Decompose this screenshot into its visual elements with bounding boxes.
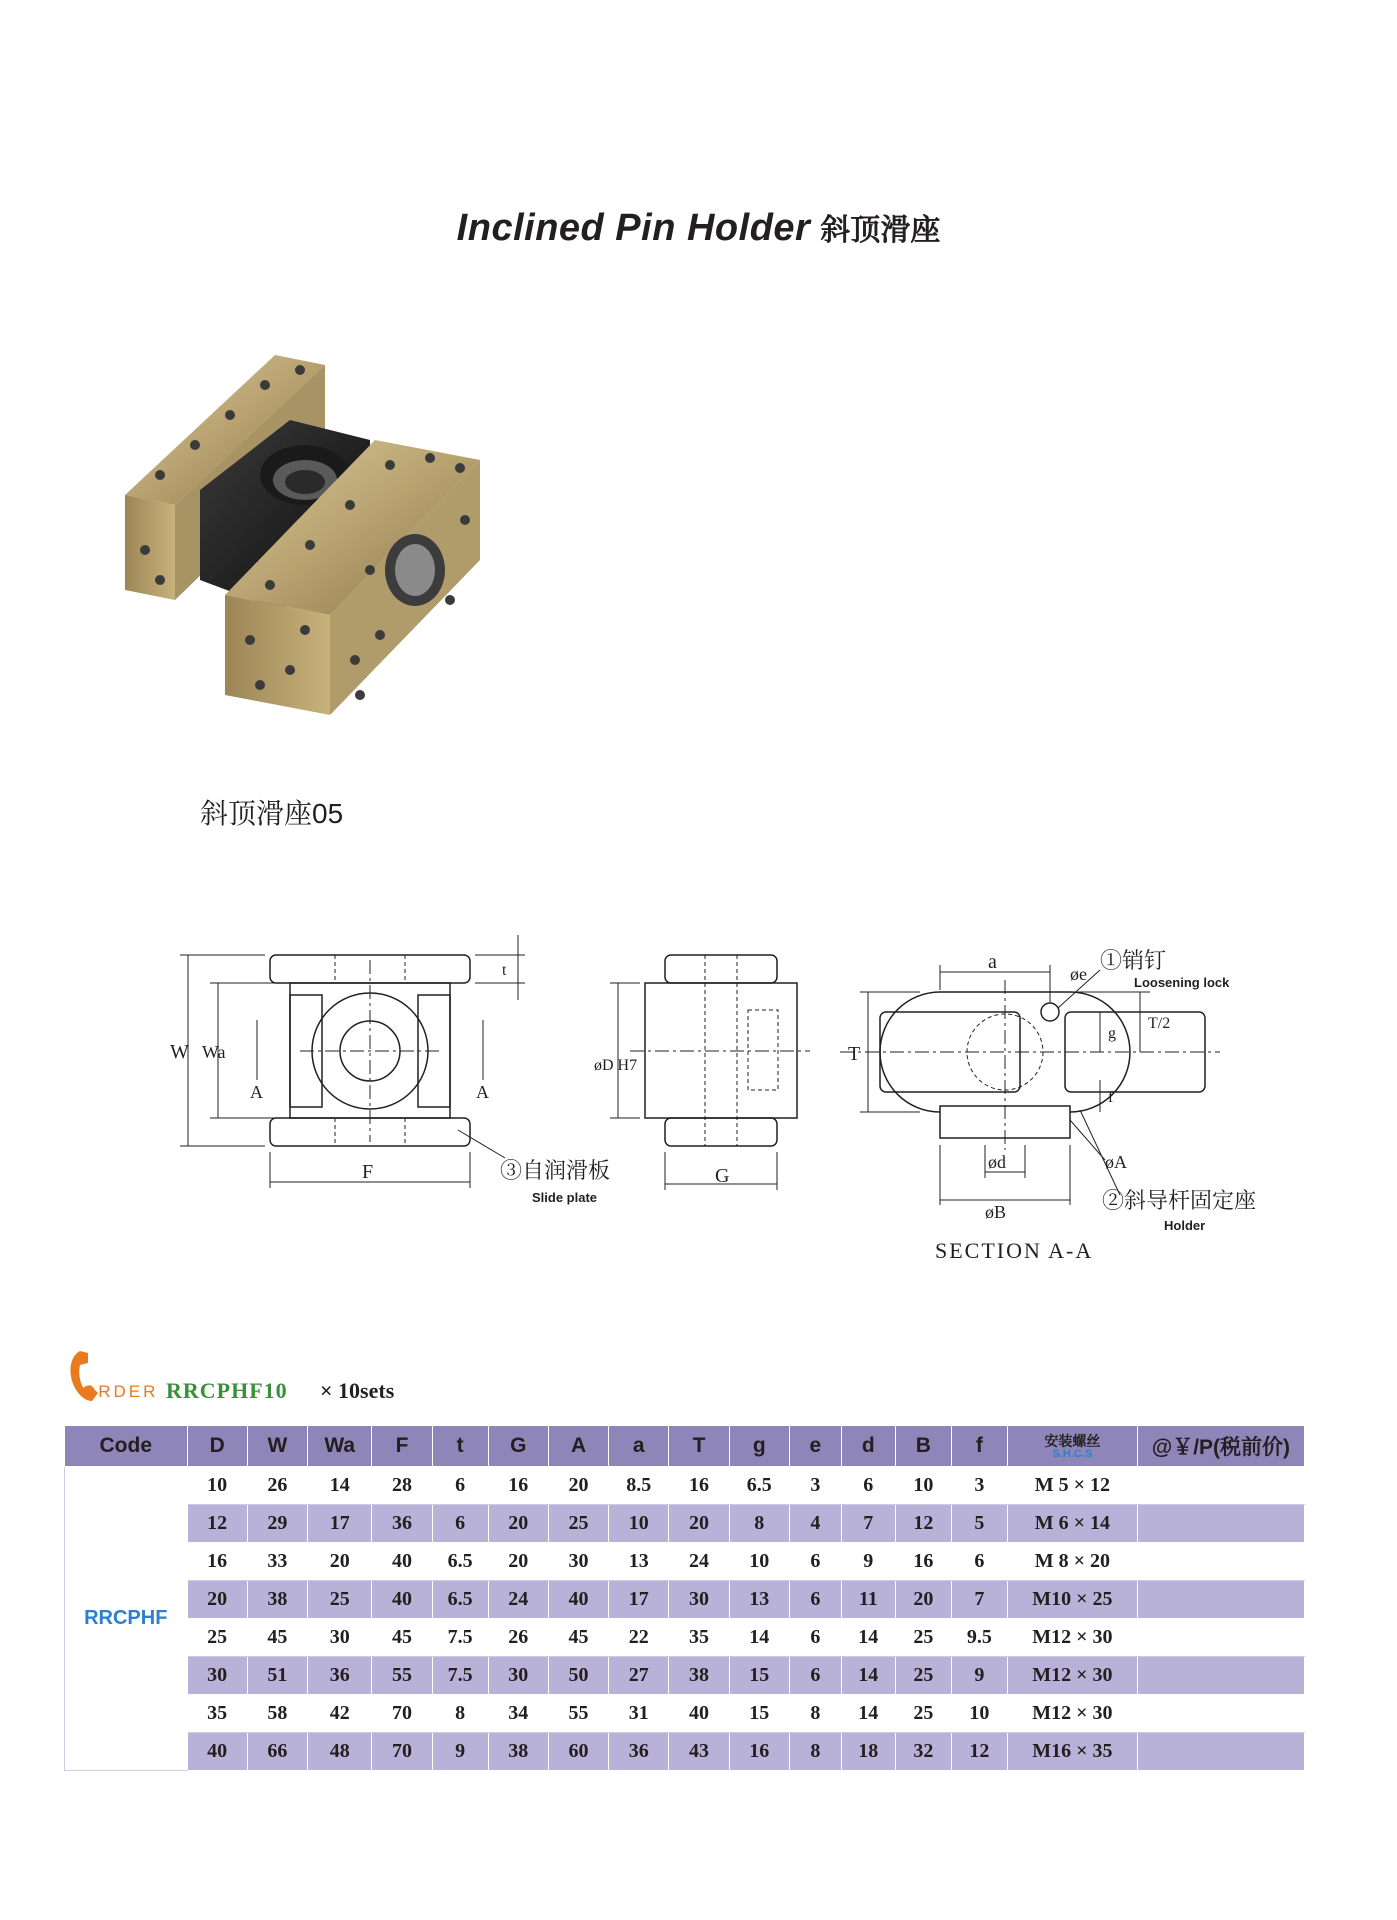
screw-cell: M16 × 35 [1007, 1733, 1137, 1771]
screw-cell: M12 × 30 [1007, 1657, 1137, 1695]
value-cell: 7 [841, 1505, 895, 1543]
value-cell: 31 [609, 1695, 669, 1733]
value-cell: 16 [669, 1467, 729, 1505]
column-header-b: B [895, 1426, 951, 1467]
value-cell: 9 [432, 1733, 488, 1771]
value-cell: 50 [548, 1657, 608, 1695]
value-cell: 36 [308, 1657, 372, 1695]
title-english: Inclined Pin Holder [456, 207, 811, 249]
value-cell: 51 [247, 1657, 307, 1695]
value-cell: 13 [609, 1543, 669, 1581]
value-cell: 6 [841, 1467, 895, 1505]
value-cell: 28 [372, 1467, 432, 1505]
table-row [65, 1695, 1305, 1733]
value-cell: 15 [729, 1695, 789, 1733]
value-cell: 20 [548, 1467, 608, 1505]
value-cell: 12 [895, 1505, 951, 1543]
value-cell: 36 [372, 1505, 432, 1543]
dim-f: f [1108, 1089, 1114, 1106]
value-cell: 10 [729, 1543, 789, 1581]
spec-table [64, 1425, 1305, 1771]
value-cell: 12 [951, 1733, 1007, 1771]
value-cell: 38 [488, 1733, 548, 1771]
value-cell: 10 [609, 1505, 669, 1543]
dim-Wa: Wa [202, 1042, 226, 1062]
price-cell [1137, 1467, 1304, 1505]
value-cell: 55 [548, 1695, 608, 1733]
value-cell: 8 [789, 1733, 841, 1771]
value-cell: 20 [187, 1581, 247, 1619]
value-cell: 20 [488, 1543, 548, 1581]
value-cell: 20 [488, 1505, 548, 1543]
callout-1-en: Loosening lock [1134, 975, 1230, 990]
column-header-e: e [789, 1426, 841, 1467]
table-row [65, 1619, 1305, 1657]
column-header-t: T [669, 1426, 729, 1467]
value-cell: 3 [789, 1467, 841, 1505]
dim-A-left: A [250, 1082, 263, 1102]
value-cell: 43 [669, 1733, 729, 1771]
value-cell: 9.5 [951, 1619, 1007, 1657]
value-cell: 15 [729, 1657, 789, 1695]
price-cell [1137, 1657, 1304, 1695]
value-cell: 24 [669, 1543, 729, 1581]
value-cell: 6.5 [729, 1467, 789, 1505]
value-cell: 14 [841, 1657, 895, 1695]
value-cell: 18 [841, 1733, 895, 1771]
screw-cell: M 6 × 14 [1007, 1505, 1137, 1543]
dim-B: øB [985, 1202, 1007, 1222]
code-cell: RRCPHF [65, 1467, 188, 1771]
value-cell: 6 [432, 1505, 488, 1543]
price-cell [1137, 1581, 1304, 1619]
value-cell: 26 [247, 1467, 307, 1505]
screw-cell: M10 × 25 [1007, 1581, 1137, 1619]
column-header-a: A [548, 1426, 608, 1467]
value-cell: 6 [951, 1543, 1007, 1581]
value-cell: 4 [789, 1505, 841, 1543]
dim-A-right: A [476, 1082, 489, 1102]
price-cell [1137, 1619, 1304, 1657]
value-cell: 10 [951, 1695, 1007, 1733]
value-cell: 6 [432, 1467, 488, 1505]
value-cell: 9 [951, 1657, 1007, 1695]
value-cell: 30 [187, 1657, 247, 1695]
screw-cell: M 8 × 20 [1007, 1543, 1137, 1581]
value-cell: 17 [609, 1581, 669, 1619]
value-cell: 30 [669, 1581, 729, 1619]
screw-cell: M 5 × 12 [1007, 1467, 1137, 1505]
column-header-a: a [609, 1426, 669, 1467]
value-cell: 25 [895, 1695, 951, 1733]
value-cell: 35 [669, 1619, 729, 1657]
screw-cell: M12 × 30 [1007, 1695, 1137, 1733]
value-cell: 30 [308, 1619, 372, 1657]
value-cell: 6 [789, 1543, 841, 1581]
column-header-code: Code [65, 1426, 188, 1467]
screw-header-en: S.H.C.S [1052, 1447, 1093, 1460]
column-header-f: F [372, 1426, 432, 1467]
callout-2-en: Holder [1164, 1218, 1206, 1233]
dim-a: a [988, 951, 997, 973]
value-cell: 8 [789, 1695, 841, 1733]
value-cell: 6 [789, 1657, 841, 1695]
value-cell: 16 [729, 1733, 789, 1771]
value-cell: 9 [841, 1543, 895, 1581]
dim-T: T [848, 1043, 861, 1065]
callout-3-en: Slide plate [532, 1190, 598, 1205]
value-cell: 55 [372, 1657, 432, 1695]
title-chinese: 斜顶滑座 [820, 214, 941, 247]
screw-cell: M12 × 30 [1007, 1619, 1137, 1657]
section-title: SECTION A-A [935, 1238, 1094, 1263]
dim-g: g [1108, 1025, 1116, 1042]
value-cell: 3 [951, 1467, 1007, 1505]
value-cell: 13 [729, 1581, 789, 1619]
value-cell: 6 [789, 1619, 841, 1657]
price-cell [1137, 1695, 1304, 1733]
value-cell: 20 [895, 1581, 951, 1619]
value-cell: 8.5 [609, 1467, 669, 1505]
column-header-g: g [729, 1426, 789, 1467]
value-cell: 17 [308, 1505, 372, 1543]
value-cell: 35 [187, 1695, 247, 1733]
value-cell: 25 [308, 1581, 372, 1619]
value-cell: 70 [372, 1695, 432, 1733]
value-cell: 20 [308, 1543, 372, 1581]
value-cell: 45 [548, 1619, 608, 1657]
value-cell: 12 [187, 1505, 247, 1543]
value-cell: 40 [669, 1695, 729, 1733]
value-cell: 45 [372, 1619, 432, 1657]
model-subtitle: 斜顶滑座05 [200, 798, 344, 829]
value-cell: 32 [895, 1733, 951, 1771]
dim-D: øD H7 [594, 1057, 638, 1074]
value-cell: 22 [609, 1619, 669, 1657]
order-quantity: × 10sets [320, 1378, 395, 1403]
column-header-price: @￥/P(税前价) [1137, 1426, 1304, 1467]
value-cell: 16 [488, 1467, 548, 1505]
value-cell: 25 [187, 1619, 247, 1657]
technical-drawing [140, 920, 1300, 1280]
value-cell: 6.5 [432, 1543, 488, 1581]
column-header-d: D [187, 1426, 247, 1467]
price-cell [1137, 1733, 1304, 1771]
table-row [65, 1657, 1305, 1695]
value-cell: 34 [488, 1695, 548, 1733]
value-cell: 42 [308, 1695, 372, 1733]
price-cell [1137, 1543, 1304, 1581]
callout-1-cn: ①销钉 [1100, 948, 1167, 973]
column-header-w: W [247, 1426, 307, 1467]
value-cell: 27 [609, 1657, 669, 1695]
column-header-g: G [488, 1426, 548, 1467]
value-cell: 70 [372, 1733, 432, 1771]
value-cell: 66 [247, 1733, 307, 1771]
value-cell: 7.5 [432, 1657, 488, 1695]
column-header-f: f [951, 1426, 1007, 1467]
column-header-d: d [841, 1426, 895, 1467]
dim-d: ød [988, 1152, 1006, 1172]
value-cell: 6.5 [432, 1581, 488, 1619]
value-cell: 26 [488, 1619, 548, 1657]
dim-e: øe [1070, 964, 1087, 984]
value-cell: 14 [729, 1619, 789, 1657]
value-cell: 7.5 [432, 1619, 488, 1657]
value-cell: 8 [432, 1695, 488, 1733]
inclined-pin-holder-photo [120, 340, 500, 720]
table-row [65, 1733, 1305, 1771]
value-cell: 48 [308, 1733, 372, 1771]
dim-F: F [362, 1161, 374, 1183]
order-line [62, 1345, 1062, 1405]
value-cell: 25 [895, 1657, 951, 1695]
value-cell: 11 [841, 1581, 895, 1619]
value-cell: 24 [488, 1581, 548, 1619]
table-header-row [65, 1426, 1305, 1467]
column-header-t: t [432, 1426, 488, 1467]
column-header-wa: Wa [308, 1426, 372, 1467]
value-cell: 16 [895, 1543, 951, 1581]
value-cell: 60 [548, 1733, 608, 1771]
dim-t: t [502, 962, 507, 979]
value-cell: 7 [951, 1581, 1007, 1619]
value-cell: 40 [187, 1733, 247, 1771]
value-cell: 25 [548, 1505, 608, 1543]
value-cell: 25 [895, 1619, 951, 1657]
value-cell: 29 [247, 1505, 307, 1543]
value-cell: 40 [372, 1543, 432, 1581]
dim-G: G [715, 1165, 730, 1187]
value-cell: 14 [841, 1619, 895, 1657]
column-header-screw [1007, 1426, 1137, 1467]
table-row [65, 1467, 1305, 1505]
value-cell: 5 [951, 1505, 1007, 1543]
value-cell: 38 [669, 1657, 729, 1695]
value-cell: 10 [895, 1467, 951, 1505]
value-cell: 20 [669, 1505, 729, 1543]
screw-header-cn: 安装螺丝 [1044, 1432, 1101, 1449]
callout-2-cn: ②斜导杆固定座 [1102, 1188, 1257, 1213]
dim-T2: T/2 [1148, 1015, 1171, 1032]
dim-W: W [170, 1041, 189, 1063]
value-cell: 10 [187, 1467, 247, 1505]
value-cell: 58 [247, 1695, 307, 1733]
value-cell: 30 [548, 1543, 608, 1581]
value-cell: 16 [187, 1543, 247, 1581]
value-cell: 40 [548, 1581, 608, 1619]
dim-A-section: øA [1105, 1152, 1127, 1172]
value-cell: 45 [247, 1619, 307, 1657]
order-code: RRCPHF10 [166, 1378, 288, 1403]
value-cell: 8 [729, 1505, 789, 1543]
value-cell: 30 [488, 1657, 548, 1695]
page-title [0, 205, 1397, 250]
table-row [65, 1543, 1305, 1581]
value-cell: 36 [609, 1733, 669, 1771]
value-cell: 33 [247, 1543, 307, 1581]
table-row [65, 1505, 1305, 1543]
price-cell [1137, 1505, 1304, 1543]
value-cell: 38 [247, 1581, 307, 1619]
value-cell: 14 [841, 1695, 895, 1733]
value-cell: 14 [308, 1467, 372, 1505]
order-label: ORDER [82, 1382, 159, 1401]
table-row [65, 1581, 1305, 1619]
value-cell: 40 [372, 1581, 432, 1619]
callout-3-cn: ③自润滑板 [500, 1158, 611, 1183]
value-cell: 6 [789, 1581, 841, 1619]
